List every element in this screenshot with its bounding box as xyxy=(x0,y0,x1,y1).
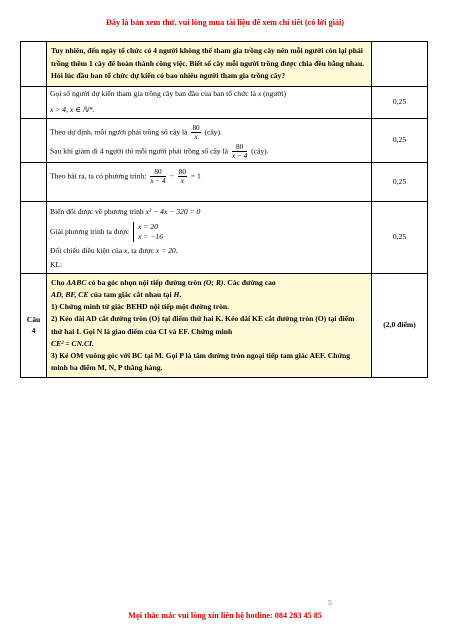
table-row xyxy=(21,86,428,118)
table-row xyxy=(21,162,428,201)
preview-notice: Đây là bản xem thử, vui lòng mua tài liệu để xem chi tiết (có lời giải) xyxy=(105,18,344,27)
solution-table xyxy=(20,41,428,378)
blank-cell xyxy=(372,42,428,87)
hotline-footer: Mọi thắc mắc vui lòng xin liên hệ hotline: 084 283 45 85 xyxy=(128,611,322,620)
question-label: Câu 4 xyxy=(21,273,47,378)
table-row xyxy=(21,273,428,378)
score: 0,25 xyxy=(372,201,428,273)
score: 0,25 xyxy=(372,86,428,118)
table-row xyxy=(21,118,428,162)
step-equation: Theo bài ra, ta có phương trình: $\frac{80}{x - 4}$ − $\frac{80}{x}$ = 1 xyxy=(47,162,372,201)
page-number: 5 xyxy=(328,598,332,607)
problem-text: Tuy nhiên, đến ngày tổ chức có 4 người không thể tham gia trồng cây nên mỗi người còn lại phải trồng thêm 1 cây để hoàn thành công việc. Biết số cây mỗi người trồng được chia đều bằng nhau. Hỏi lúc đầu ban tổ chức dự kiến có bao nhiêu người tham gia trồng cây? xyxy=(47,42,372,87)
points: (2,0 điểm) xyxy=(372,273,428,378)
score: 0,25 xyxy=(372,118,428,162)
table-row xyxy=(21,42,428,87)
blank-cell xyxy=(21,42,47,87)
question-4-text: Cho ΔABC có ba góc nhọn nội tiếp đường tròn (O; R). Các đường cao AD, BF, CE của tam giác cắt nhau tại H. 1) Chứng minh tứ giác BEHD nội tiếp một đường tròn. 2) Kéo dài AD cắt đường tròn (O) tại điểm thứ hai K. Kéo dài KE cắt đường tròn (O) tại điểm thứ hai I. Gọi N là giao điểm của CI và EF. Chứng minh CE² = CN.CI. 3) Kẻ OM vuông góc với BC tại M. Gọi P là tâm đường tròn ngoại tiếp tam giác AEF. Chứng minh ba điểm M, N, P thẳng hàng. xyxy=(47,273,372,378)
step-solve: Biến đổi được về phương trình x² − 4x − 320 = 0 Giải phương trình ta được x = 20 x = −16 Đối chiếu điều kiện của x, ta được x = 20. KL: xyxy=(47,201,372,273)
score: 0,25 xyxy=(372,162,428,201)
step-planned: Theo dự định, mỗi người phải trồng số cây là $\frac{80}{x}$ (cây). Sau khi giảm đi 4 người thì mỗi người phải trồng số cây là $\frac{80}{x - 4}$ (cây). xyxy=(47,118,372,162)
step-define-variable: Gọi số người dự kiến tham gia trồng cây ban đầu của ban tổ chức là x (người) x > 4, x ∈ ℕ*. xyxy=(47,86,372,118)
table-row xyxy=(21,201,428,273)
